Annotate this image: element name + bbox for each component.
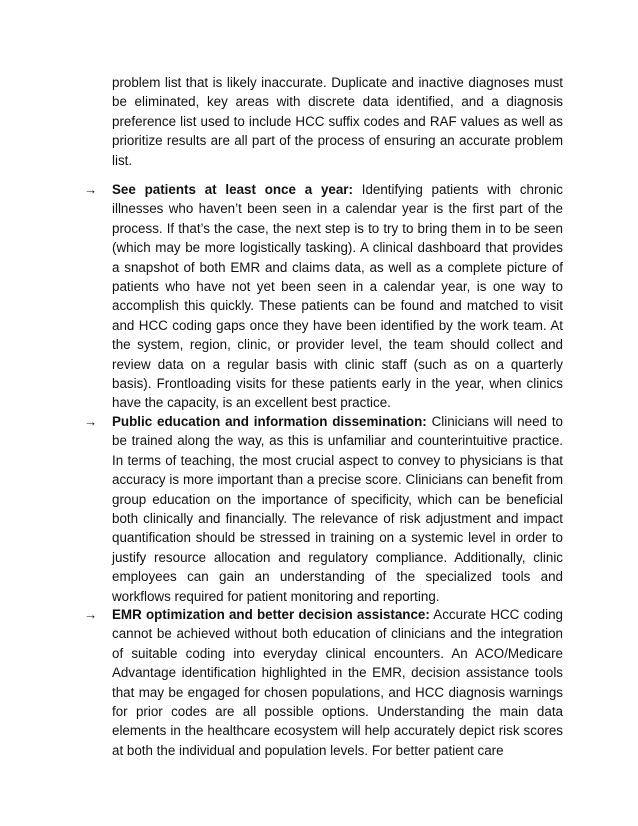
bullet-heading: EMR optimization and better decision assistance: bbox=[112, 607, 430, 622]
bullet-text: Accurate HCC coding cannot be achieved without both education of clinicians and the integration of suitable coding into everyday clinical encounters. An ACO/Medicare Advantage identification highlighted in the EMR, decision assistance tools that may be engaged for chosen populations, and HCC diagnosis warnings for prior codes are all possible options. Understanding the main data elements in the healthcare ecosystem will help accurately depict risk scores at both the individual and population levels. For better patient care bbox=[112, 607, 563, 758]
arrow-bullet-icon: → bbox=[84, 607, 98, 622]
arrow-bullet-icon: → bbox=[84, 182, 98, 197]
bullet-text: Identifying patients with chronic illnesses who haven’t been seen in a calendar year is the first part of the process. If that’s the case, the next step is to try to bring them in to be seen (which may be more logistically tasking). A clinical dashboard that provides a snapshot of both EMR and claims data, as well as a complete picture of patients who have not yet been seen in a calendar year, is one way to accomplish this quickly. These patients can be found and matched to visit and HCC coding gaps once they have been identified by the work team. At the system, region, clinic, or provider level, the team should collect and review data on a regular basis with clinic staff (such as on a quarterly basis). Frontloading visits for these patients early in the year, when clinics have the capacity, is an excellent best practice. bbox=[112, 182, 563, 411]
bullet-body bbox=[112, 180, 563, 413]
arrow-bullet-icon: → bbox=[84, 414, 98, 429]
intro-paragraph: problem list that is likely inaccurate. Duplicate and inactive diagnoses must be eliminated, key areas with discrete data identified, and a diagnosis preference list used to include HCC suffix codes and RAF values as well as prioritize results are all part of the process of ensuring an accurate problem list. bbox=[112, 75, 563, 168]
bullet-emr-optimization bbox=[84, 605, 563, 760]
bullet-body bbox=[112, 605, 563, 760]
bullet-text: Clinicians will need to be trained along the way, as this is unfamiliar and counterintuitive practice. In terms of teaching, the most crucial aspect to convey to physicians is that accuracy is more important than a precise score. Clinicians can benefit from group education on the importance of specificity, which can be beneficial both clinically and financially. The relevance of risk adjustment and impact quantification should be stressed in training on a systemic level in order to justify resource allocation and regulatory compliance. Additionally, clinic employees can gain an understanding of the specialized tools and workflows required for patient monitoring and reporting. bbox=[112, 414, 563, 604]
bullet-public-education bbox=[84, 412, 563, 606]
bullet-body bbox=[112, 412, 563, 606]
bullet-heading: Public education and information dissemination: bbox=[112, 414, 427, 429]
bullet-see-patients bbox=[84, 180, 563, 413]
bullet-heading: See patients at least once a year: bbox=[112, 182, 353, 197]
